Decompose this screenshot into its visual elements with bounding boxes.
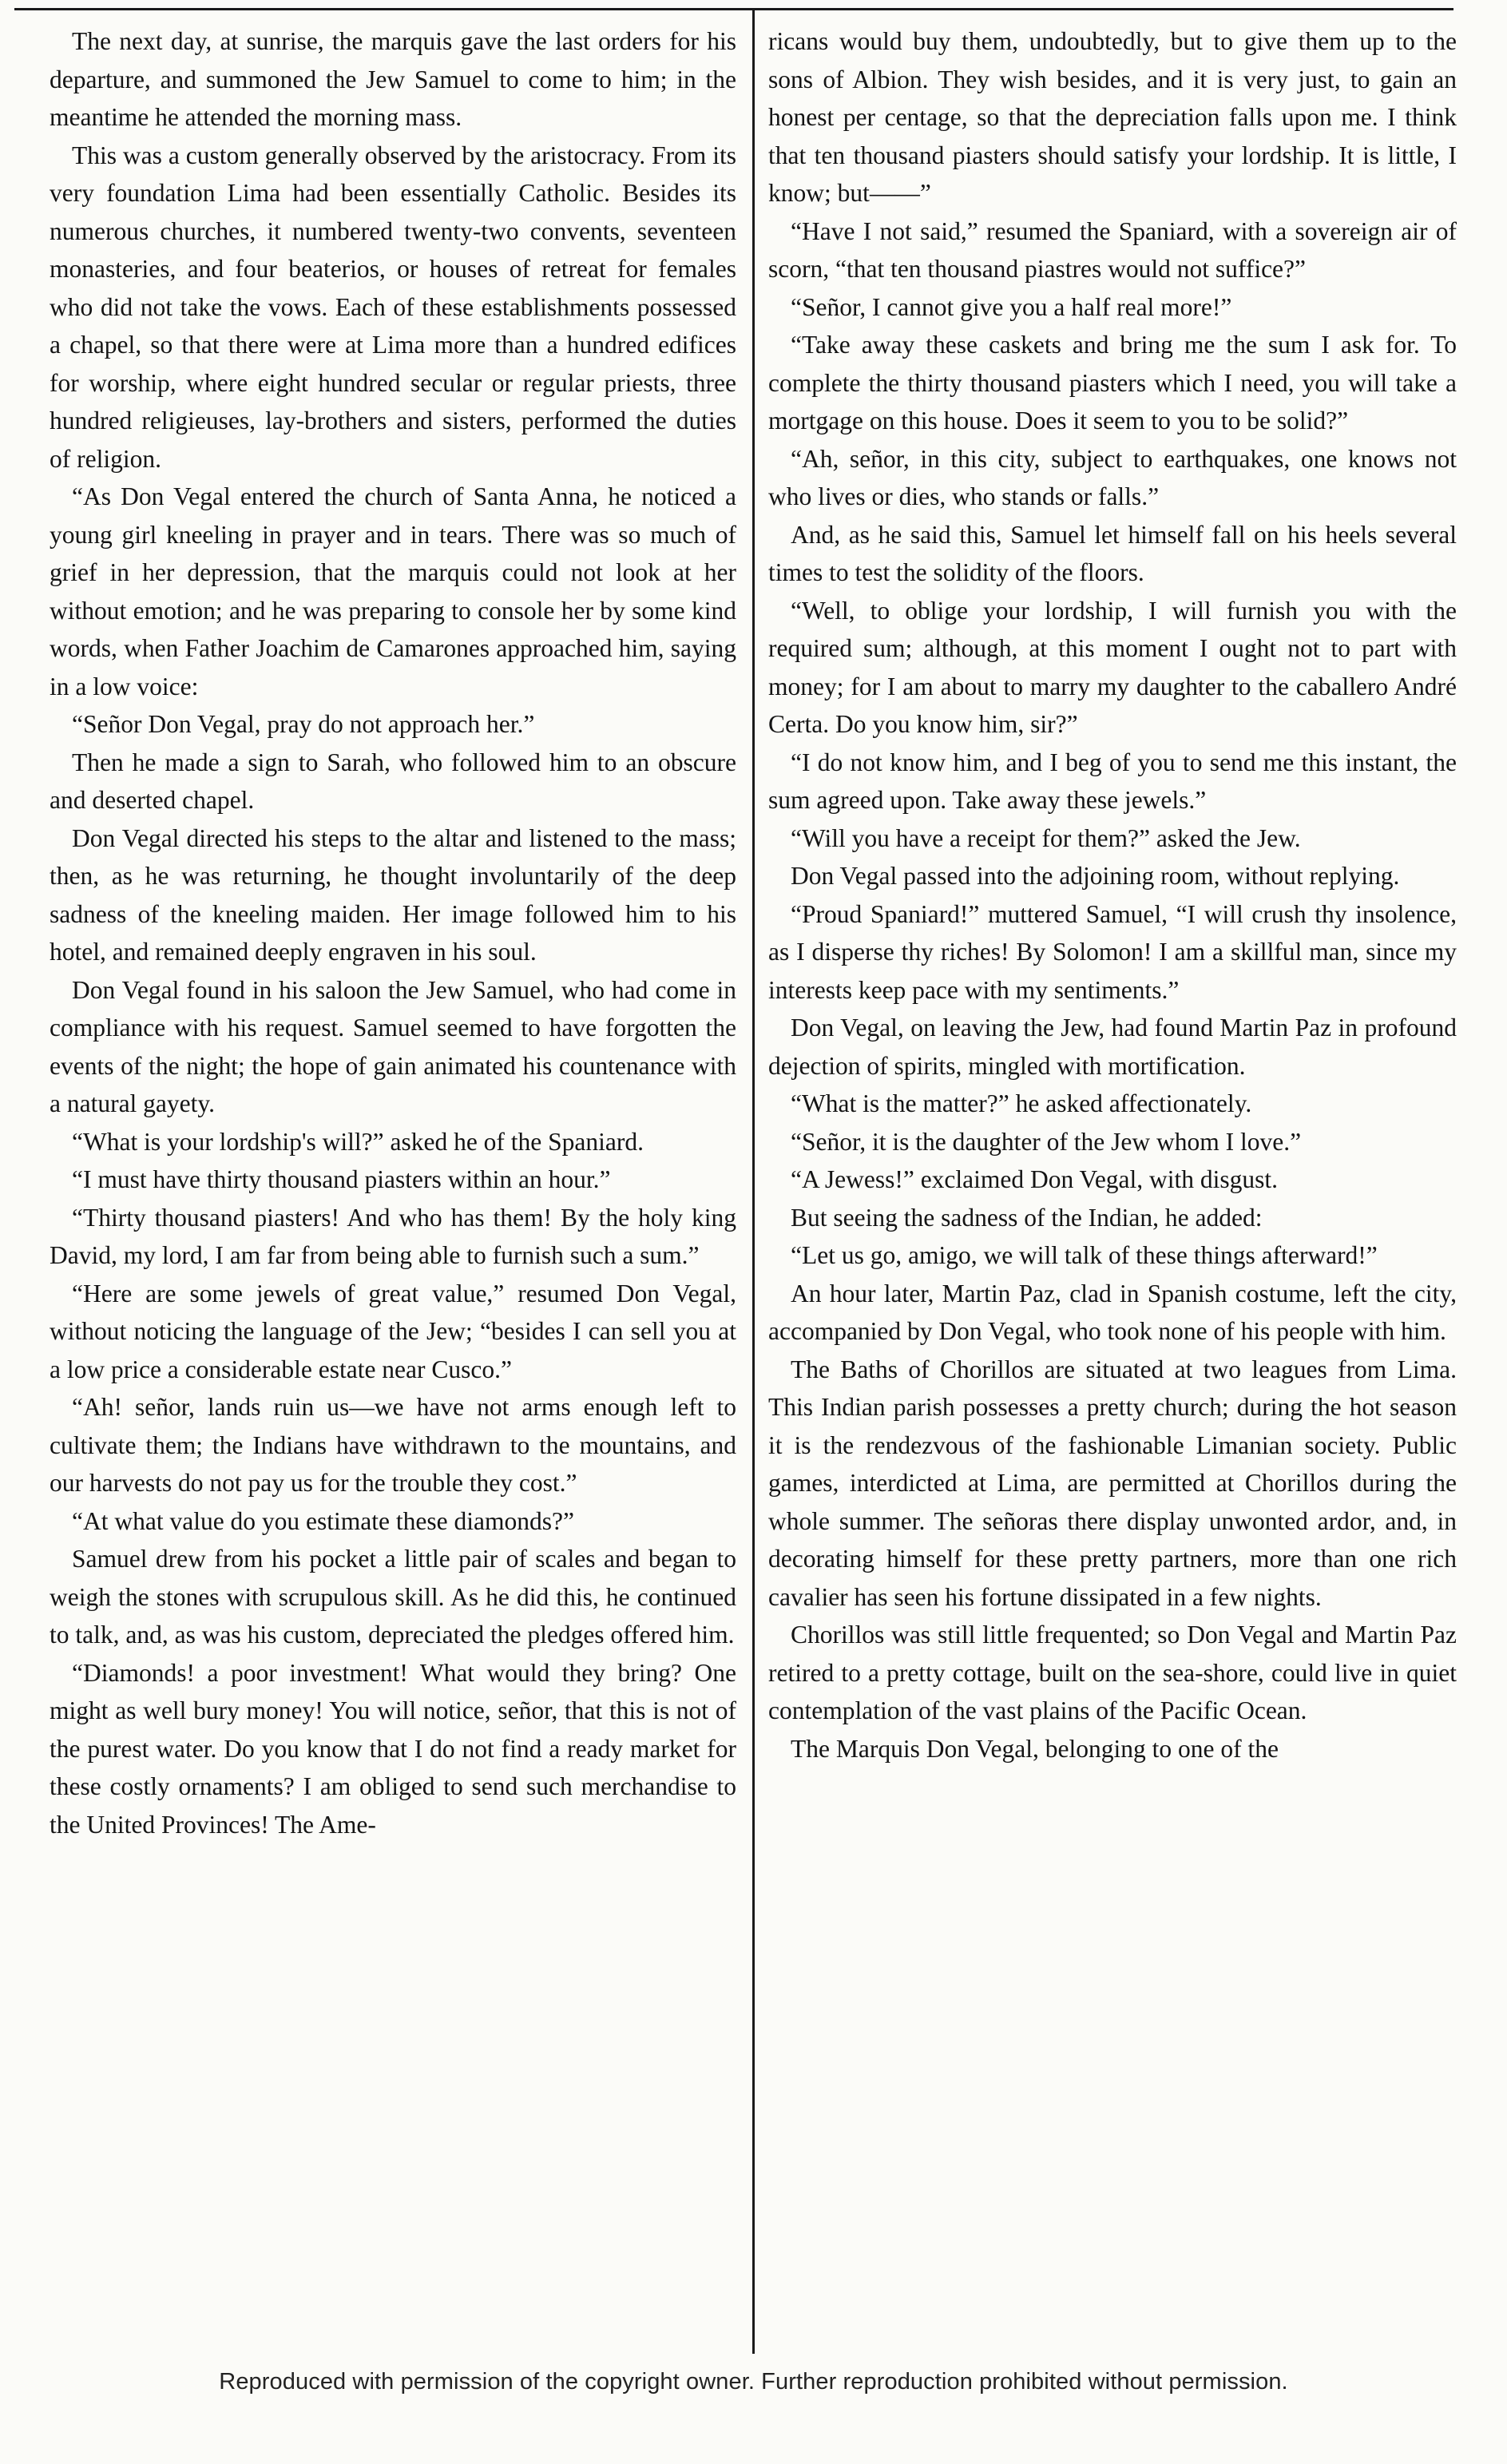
- paragraph: And, as he said this, Samuel let himself fall on his heels several times to test the solidity of the floors.: [768, 520, 1457, 586]
- paragraph: Don Vegal, on leaving the Jew, had found Martin Paz in profound dejection of spirits, mingled with mortification.: [768, 1014, 1457, 1080]
- paragraph: Chorillos was still little frequented; so Don Vegal and Martin Paz retired to a pretty cottage, built on the sea-shore, could live in quiet contemplation of the vast plains of the Pacific Ocean.: [768, 1621, 1457, 1724]
- paragraph: An hour later, Martin Paz, clad in Spanish costume, left the city, accompanied by Don Vegal, who took none of his people with him.: [768, 1279, 1457, 1345]
- paragraph: “What is your lordship's will?” asked he of the Spaniard.: [72, 1127, 644, 1156]
- paragraph: “Have I not said,” resumed the Spaniard, with a sovereign air of scorn, “that ten thousand piastres would not suffice?”: [768, 216, 1457, 283]
- paragraph: Then he made a sign to Sarah, who followed him to an obscure and deserted chapel.: [50, 748, 736, 814]
- paragraph: “Well, to oblige your lordship, I will furnish you with the required sum; although, at this moment I ought not to part with money; for I am about to marry my daughter to the caballero André Certa. Do you know him, sir?”: [768, 596, 1457, 738]
- paragraph: This was a custom generally observed by the aristocracy. From its very foundation Lima had been essentially Catholic. Besides its numerous churches, it numbered twenty-two convents, seventeen monasteries, and four beaterios, or houses of retreat for females who did not take the vows. Each of these establishments possessed a chapel, so that there were at Lima more than a hundred edifices for worship, where eight hundred secular or regular priests, three hundred religieuses, lay-brothers and sisters, performed the duties of religion.: [50, 141, 736, 473]
- paragraph: But seeing the sadness of the Indian, he added:: [791, 1203, 1263, 1232]
- paragraph: “What is the matter?” he asked affectionately.: [791, 1089, 1252, 1117]
- paragraph: “Proud Spaniard!” muttered Samuel, “I will crush thy insolence, as I disperse thy riches! By Solomon! I am a skillful man, since my interests keep pace with my sentiments.”: [768, 899, 1457, 1004]
- paragraph: “Here are some jewels of great value,” resumed Don Vegal, without noticing the language of the Jew; “besides I can sell you at a low price a considerable estate near Cusco.”: [50, 1279, 736, 1383]
- paragraph: “Thirty thousand piasters! And who has them! By the holy king David, my lord, I am far from being able to furnish such a sum.”: [50, 1203, 736, 1269]
- paragraph: The next day, at sunrise, the marquis gave the last orders for his departure, and summoned the Jew Samuel to come to him; in the meantime he attended the morning mass.: [50, 27, 736, 131]
- paragraph-continued: ricans would buy them, undoubtedly, but to give them up to the sons of Albion. They wish besides, and it is very just, to gain an honest per centage, so that the depreciation falls upon me. I think that ten thousand piasters should satisfy your lordship. It is little, I know; but——”: [768, 27, 1457, 207]
- paragraph: Don Vegal passed into the adjoining room, without replying.: [791, 862, 1400, 890]
- paragraph: “Señor Don Vegal, pray do not approach her.”: [72, 710, 535, 738]
- paragraph: “A Jewess!” exclaimed Don Vegal, with disgust.: [791, 1165, 1279, 1193]
- paragraph: “I do not know him, and I beg of you to send me this instant, the sum agreed upon. Take away these jewels.”: [768, 748, 1457, 814]
- column-divider: [752, 10, 755, 2354]
- paragraph: “Diamonds! a poor investment! What would they bring? One might as well bury money! You will notice, señor, that this is not of the purest water. Do you know that I do not find a ready market for these costly ornaments? I am obliged to send such merchandise to the United Provinces! The Ame-: [50, 1658, 736, 1839]
- right-column: [768, 22, 1457, 1768]
- paragraph: “As Don Vegal entered the church of Santa Anna, he noticed a young girl kneeling in prayer and in tears. There was so much of grief in her depression, that the marquis could not look at her without emotion; and he was preparing to console her by some kind words, when Father Joachim de Camarones approached him, saying in a low voice:: [50, 482, 736, 700]
- paragraph: The Marquis Don Vegal, belonging to one of the: [791, 1734, 1279, 1763]
- top-rule: [14, 8, 1453, 10]
- paragraph: “Take away these caskets and bring me the sum I ask for. To complete the thirty thousand piasters which I need, you will take a mortgage on this house. Does it seem to you to be solid?”: [768, 331, 1457, 434]
- paragraph: The Baths of Chorillos are situated at two leagues from Lima. This Indian parish possesses a pretty church; during the hot season it is the rendezvous of the fashionable Limanian society. Public games, interdicted at Lima, are permitted at Chorillos during the whole summer. The señoras there display unwonted ardor, and, in decorating himself for these pretty partners, more than one rich cavalier has seen his fortune dissipated in a few nights.: [768, 1355, 1457, 1611]
- paragraph: “Let us go, amigo, we will talk of these things afterward!”: [791, 1241, 1378, 1269]
- paragraph: “I must have thirty thousand piasters within an hour.”: [72, 1165, 611, 1193]
- left-column: [50, 22, 736, 1843]
- paragraph: “At what value do you estimate these diamonds?”: [72, 1506, 574, 1535]
- paragraph: “Will you have a receipt for them?” asked the Jew.: [791, 823, 1301, 852]
- copyright-notice: Reproduced with permission of the copyright owner. Further reproduction prohibited without permission.: [219, 2369, 1288, 2395]
- paragraph: Don Vegal directed his steps to the altar and listened to the mass; then, as he was returning, he thought involuntarily of the deep sadness of the kneeling maiden. Her image followed him to his hotel, and remained deeply engraven in his soul.: [50, 823, 736, 966]
- paragraph: “Señor, it is the daughter of the Jew whom I love.”: [791, 1127, 1302, 1156]
- paragraph: Don Vegal found in his saloon the Jew Samuel, who had come in compliance with his request. Samuel seemed to have forgotten the events of the night; the hope of gain animated his countenance with a natural gayety.: [50, 975, 736, 1117]
- paragraph: “Ah, señor, in this city, subject to earthquakes, one knows not who lives or dies, who stands or falls.”: [768, 444, 1457, 510]
- paragraph: “Ah! señor, lands ruin us—we have not arms enough left to cultivate them; the Indians have withdrawn to the mountains, and our harvests do not pay us for the trouble they cost.”: [50, 1393, 736, 1497]
- paragraph: Samuel drew from his pocket a little pair of scales and began to weigh the stones with scrupulous skill. As he did this, he continued to talk, and, as was his custom, depreciated the pledges offered him.: [50, 1545, 736, 1649]
- paragraph: “Señor, I cannot give you a half real more!”: [791, 292, 1232, 321]
